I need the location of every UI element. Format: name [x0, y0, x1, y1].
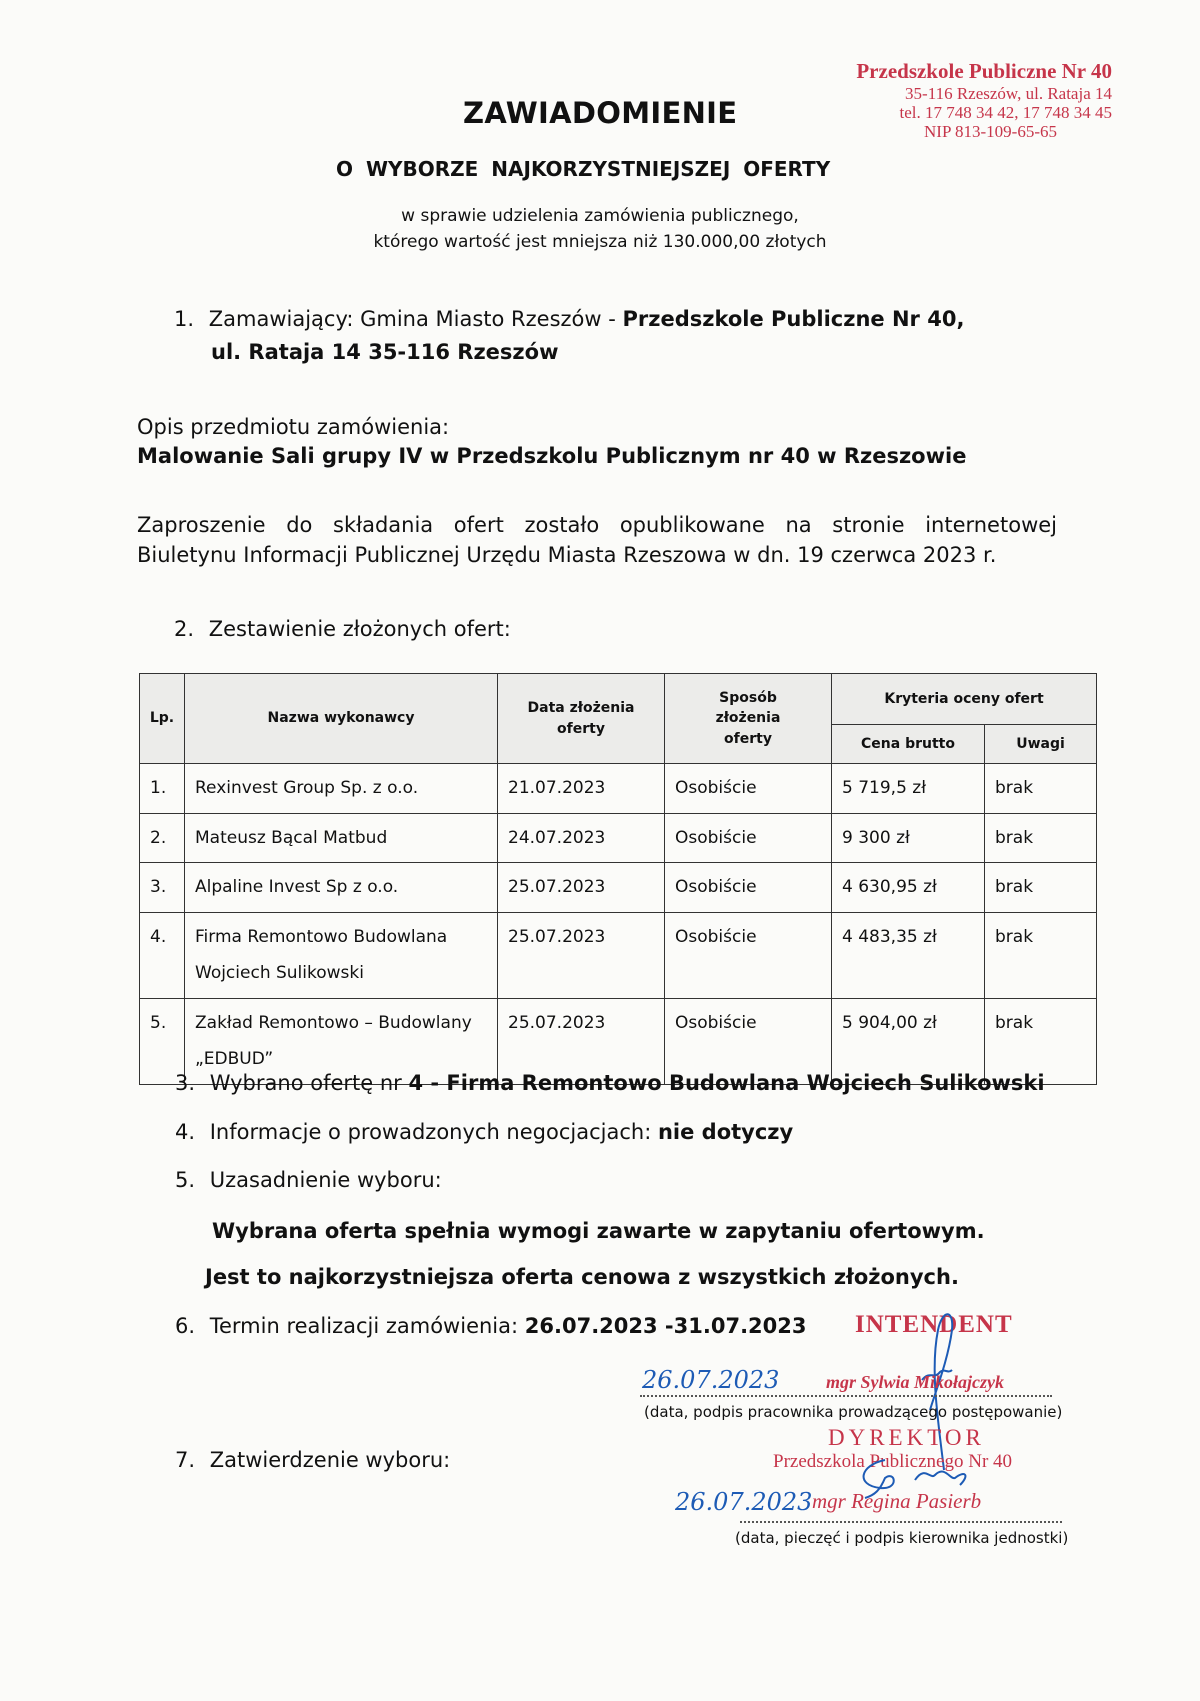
stamp-line-1: Przedszkole Publiczne Nr 40: [856, 59, 1112, 83]
section-5-label: Uzasadnienie wyboru:: [209, 1168, 442, 1192]
signature-1-caption: (data, podpis pracownika prowadzącego postępowanie): [644, 1403, 1063, 1421]
header-method: Sposób złożenia oferty: [665, 674, 832, 764]
header-name: Nazwa wykonawcy: [185, 674, 498, 764]
cell-notes: brak: [985, 764, 1097, 814]
signature-line-2: [740, 1521, 1062, 1523]
section-4: [175, 1117, 793, 1147]
document-title: ZAWIADOMIENIE: [463, 96, 738, 130]
section-3: [175, 1068, 1045, 1098]
selected-offer: 4 - Firma Remontowo Budowlana Wojciech Sulikowski: [408, 1071, 1045, 1095]
signer-1-name: mgr Sylwia Mikołajczyk: [826, 1372, 1005, 1392]
header-lp: Lp.: [140, 674, 185, 764]
cell-contractor-name: Alpaline Invest Sp z o.o.: [185, 863, 498, 913]
header-notes: Uwagi: [985, 725, 1097, 764]
cell-notes: brak: [985, 813, 1097, 863]
cell-gross-price: 5 904,00 zł: [832, 998, 985, 1084]
signature-2-caption: (data, pieczęć i podpis kierownika jednostki): [735, 1529, 1069, 1547]
section-2-number: 2.: [174, 617, 195, 641]
cell-submission-date: 25.07.2023: [498, 863, 665, 913]
cell-submission-date: 25.07.2023: [498, 998, 665, 1084]
table-row: [140, 863, 1097, 913]
invitation-line-2: Biuletynu Informacji Publicznej Urzędu Miasta Rzeszowa w dn. 19 czerwca 2023 r.: [137, 543, 997, 568]
cell-gross-price: 4 483,35 zł: [832, 912, 985, 998]
section-6-label: Termin realizacji zamówienia:: [209, 1314, 525, 1338]
handwritten-date-1: 26.07.2023: [642, 1366, 780, 1394]
justification-line-2: Jest to najkorzystniejsza oferta cenowa z wszystkich złożonych.: [205, 1265, 959, 1289]
subject-value: Malowanie Sali grupy IV w Przedszkolu Publicznym nr 40 w Rzeszowie: [137, 444, 967, 468]
completion-dates: 26.07.2023 -31.07.2023: [524, 1314, 807, 1338]
negotiations-value: nie dotyczy: [657, 1120, 794, 1144]
signer-2-name: mgr Regina Pasierb: [812, 1489, 982, 1513]
section-3-label: Wybrano ofertę nr: [209, 1071, 409, 1095]
intro-line-2: którego wartość jest mniejsza niż 130.000,00 złotych: [373, 232, 827, 253]
section-5-number: 5.: [175, 1168, 196, 1192]
director-stamp-org: Przedszkola Publicznego Nr 40: [773, 1451, 1013, 1472]
cell-lp: 1.: [140, 764, 185, 814]
table-row: [140, 912, 1097, 998]
stamp-line-4: NIP 813-109-65-65: [924, 121, 1057, 141]
offers-table: [139, 673, 1097, 1085]
cell-contractor-name: Zakład Remontowo – Budowlany „EDBUD”: [185, 998, 498, 1084]
section-2-label: Zestawienie złożonych ofert:: [208, 617, 511, 641]
intendent-stamp: INTENDENT: [855, 1311, 1013, 1338]
cell-notes: brak: [985, 998, 1097, 1084]
header-criteria: Kryteria oceny ofert: [832, 674, 1097, 725]
section-6: [175, 1311, 807, 1341]
cell-contractor-name: Firma Remontowo Budowlana Wojciech Sulikowski: [185, 912, 498, 998]
cell-lp: 4.: [140, 912, 185, 998]
section-7-number: 7.: [175, 1448, 196, 1472]
invitation-line-1: Zaproszenie do składania ofert zostało opublikowane na stronie internetowej: [137, 513, 1057, 537]
intro-line-1: w sprawie udzielenia zamówienia publicznego,: [401, 206, 799, 226]
cell-contractor-name: Rexinvest Group Sp. z o.o.: [185, 764, 498, 814]
table-row: [140, 813, 1097, 863]
cell-submission-method: Osobiście: [665, 912, 832, 998]
cell-contractor-name: Mateusz Bącal Matbud: [185, 813, 498, 863]
cell-gross-price: 9 300 zł: [832, 813, 985, 863]
section-1-value-line-1: Przedszkole Publiczne Nr 40,: [622, 307, 965, 331]
subject-label: Opis przedmiotu zamówienia:: [137, 415, 450, 439]
cell-gross-price: 4 630,95 zł: [832, 863, 985, 913]
section-1-value-line-2: ul. Rataja 14 35-116 Rzeszów: [211, 340, 559, 364]
cell-submission-method: Osobiście: [665, 998, 832, 1084]
signature-line-1: [640, 1395, 1052, 1397]
section-4-number: 4.: [175, 1120, 196, 1144]
invitation-text: [137, 510, 1057, 571]
section-3-number: 3.: [175, 1071, 196, 1095]
director-stamp-title: DYREKTOR: [828, 1425, 985, 1450]
cell-notes: brak: [985, 912, 1097, 998]
cell-gross-price: 5 719,5 zł: [832, 764, 985, 814]
section-4-label: Informacje o prowadzonych negocjacjach:: [209, 1120, 658, 1144]
cell-lp: 2.: [140, 813, 185, 863]
header-date: Data złożenia oferty: [498, 674, 665, 764]
cell-submission-date: 25.07.2023: [498, 912, 665, 998]
document-intro: [300, 203, 900, 256]
document-subtitle: O WYBORZE NAJKORZYSTNIEJSZEJ OFERTY: [336, 157, 831, 181]
section-7: [175, 1445, 450, 1475]
section-5: [175, 1165, 442, 1195]
cell-lp: 3.: [140, 863, 185, 913]
cell-notes: brak: [985, 863, 1097, 913]
cell-submission-method: Osobiście: [665, 813, 832, 863]
section-2: [174, 614, 511, 644]
cell-submission-date: 24.07.2023: [498, 813, 665, 863]
table-row: [140, 764, 1097, 814]
institution-stamp: [812, 60, 1112, 141]
section-7-label: Zatwierdzenie wyboru:: [209, 1448, 451, 1472]
justification-line-1: Wybrana oferta spełnia wymogi zawarte w zapytaniu ofertowym.: [212, 1219, 985, 1243]
header-price: Cena brutto: [832, 725, 985, 764]
cell-submission-date: 21.07.2023: [498, 764, 665, 814]
cell-submission-method: Osobiście: [665, 863, 832, 913]
cell-lp: 5.: [140, 998, 185, 1084]
handwritten-date-2: 26.07.2023: [675, 1488, 813, 1516]
section-6-number: 6.: [175, 1314, 196, 1338]
section-1: [174, 304, 964, 334]
section-1-label: Zamawiający: Gmina Miasto Rzeszów -: [208, 307, 623, 331]
stamp-line-2: 35-116 Rzeszów, ul. Rataja 14: [905, 83, 1112, 103]
cell-submission-method: Osobiście: [665, 764, 832, 814]
stamp-line-3: tel. 17 748 34 42, 17 748 34 45: [899, 102, 1112, 122]
section-1-number: 1.: [174, 307, 195, 331]
